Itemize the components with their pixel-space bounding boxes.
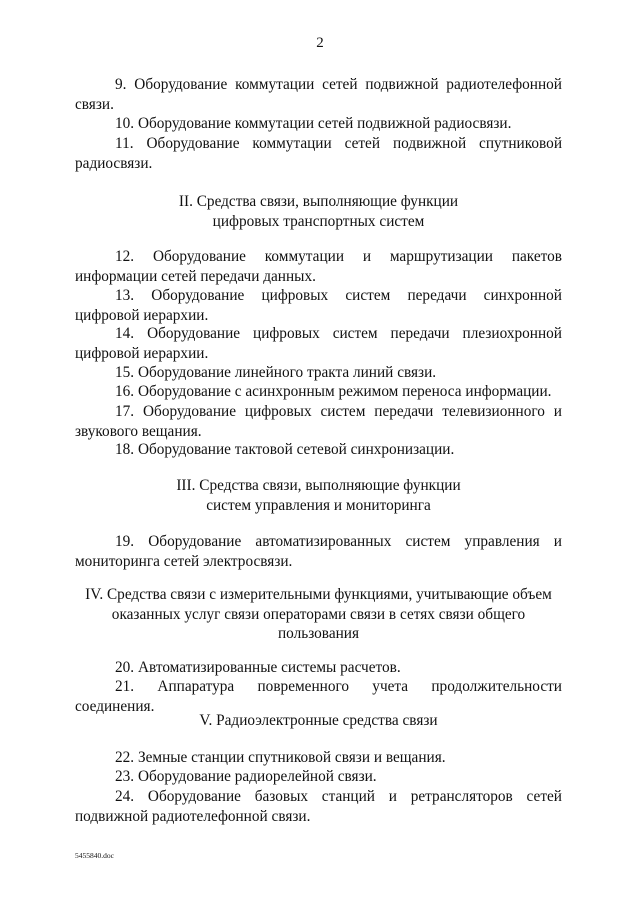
list-item-19: 19. Оборудование автоматизированных систем управления и мониторинга сетей электросвязи.	[75, 533, 562, 570]
list-item-24: 24. Оборудование базовых станций и ретрансляторов сетей подвижной радиотелефонной связи.	[75, 788, 562, 825]
list-item-10: 10. Оборудование коммутации сетей подвижной радиосвязи.	[115, 115, 512, 132]
document-filename: 5455840.doc	[75, 851, 114, 860]
list-item-11: 11. Оборудование коммутации сетей подвижной спутниковой радиосвязи.	[75, 135, 562, 172]
list-item-20: 20. Автоматизированные системы расчетов.	[115, 659, 401, 676]
list-item-13: 13. Оборудование цифровых систем передачи синхронной цифровой иерархии.	[75, 287, 562, 324]
list-item-16: 16. Оборудование с асинхронным режимом переноса информации.	[115, 383, 552, 400]
list-item-14: 14. Оборудование цифровых систем передачи плезиохронной цифровой иерархии.	[75, 325, 562, 362]
section-heading-2: II. Средства связи, выполняющие функции цифровых транспортных систем	[178, 193, 459, 230]
section-heading-3: III. Средства связи, выполняющие функции систем управления и мониторинга	[176, 477, 461, 514]
section-heading-4: IV. Средства связи с измерительными функциями, учитывающие объем оказанных услуг связи операторами связи в сетях связи общего пользования	[85, 586, 552, 642]
page-number: 2	[316, 35, 324, 51]
list-item-15: 15. Оборудование линейного тракта линий связи.	[115, 364, 437, 381]
list-item-23: 23. Оборудование радиорелейной связи.	[115, 768, 377, 785]
list-item-17: 17. Оборудование цифровых систем передачи телевизионного и звукового вещания.	[75, 403, 562, 440]
list-item-22: 22. Земные станции спутниковой связи и вещания.	[115, 749, 446, 766]
list-item-18: 18. Оборудование тактовой сетевой синхронизации.	[115, 441, 455, 458]
list-item-12: 12. Оборудование коммутации и маршрутизации пакетов информации сетей передачи данных.	[75, 248, 562, 285]
section-heading-5: V. Радиоэлектронные средства связи	[199, 712, 438, 729]
list-item-21: 21. Аппаратура повременного учета продолжительности соединения.	[75, 678, 562, 715]
list-item-9: 9. Оборудование коммутации сетей подвижной радиотелефонной связи.	[75, 76, 562, 113]
